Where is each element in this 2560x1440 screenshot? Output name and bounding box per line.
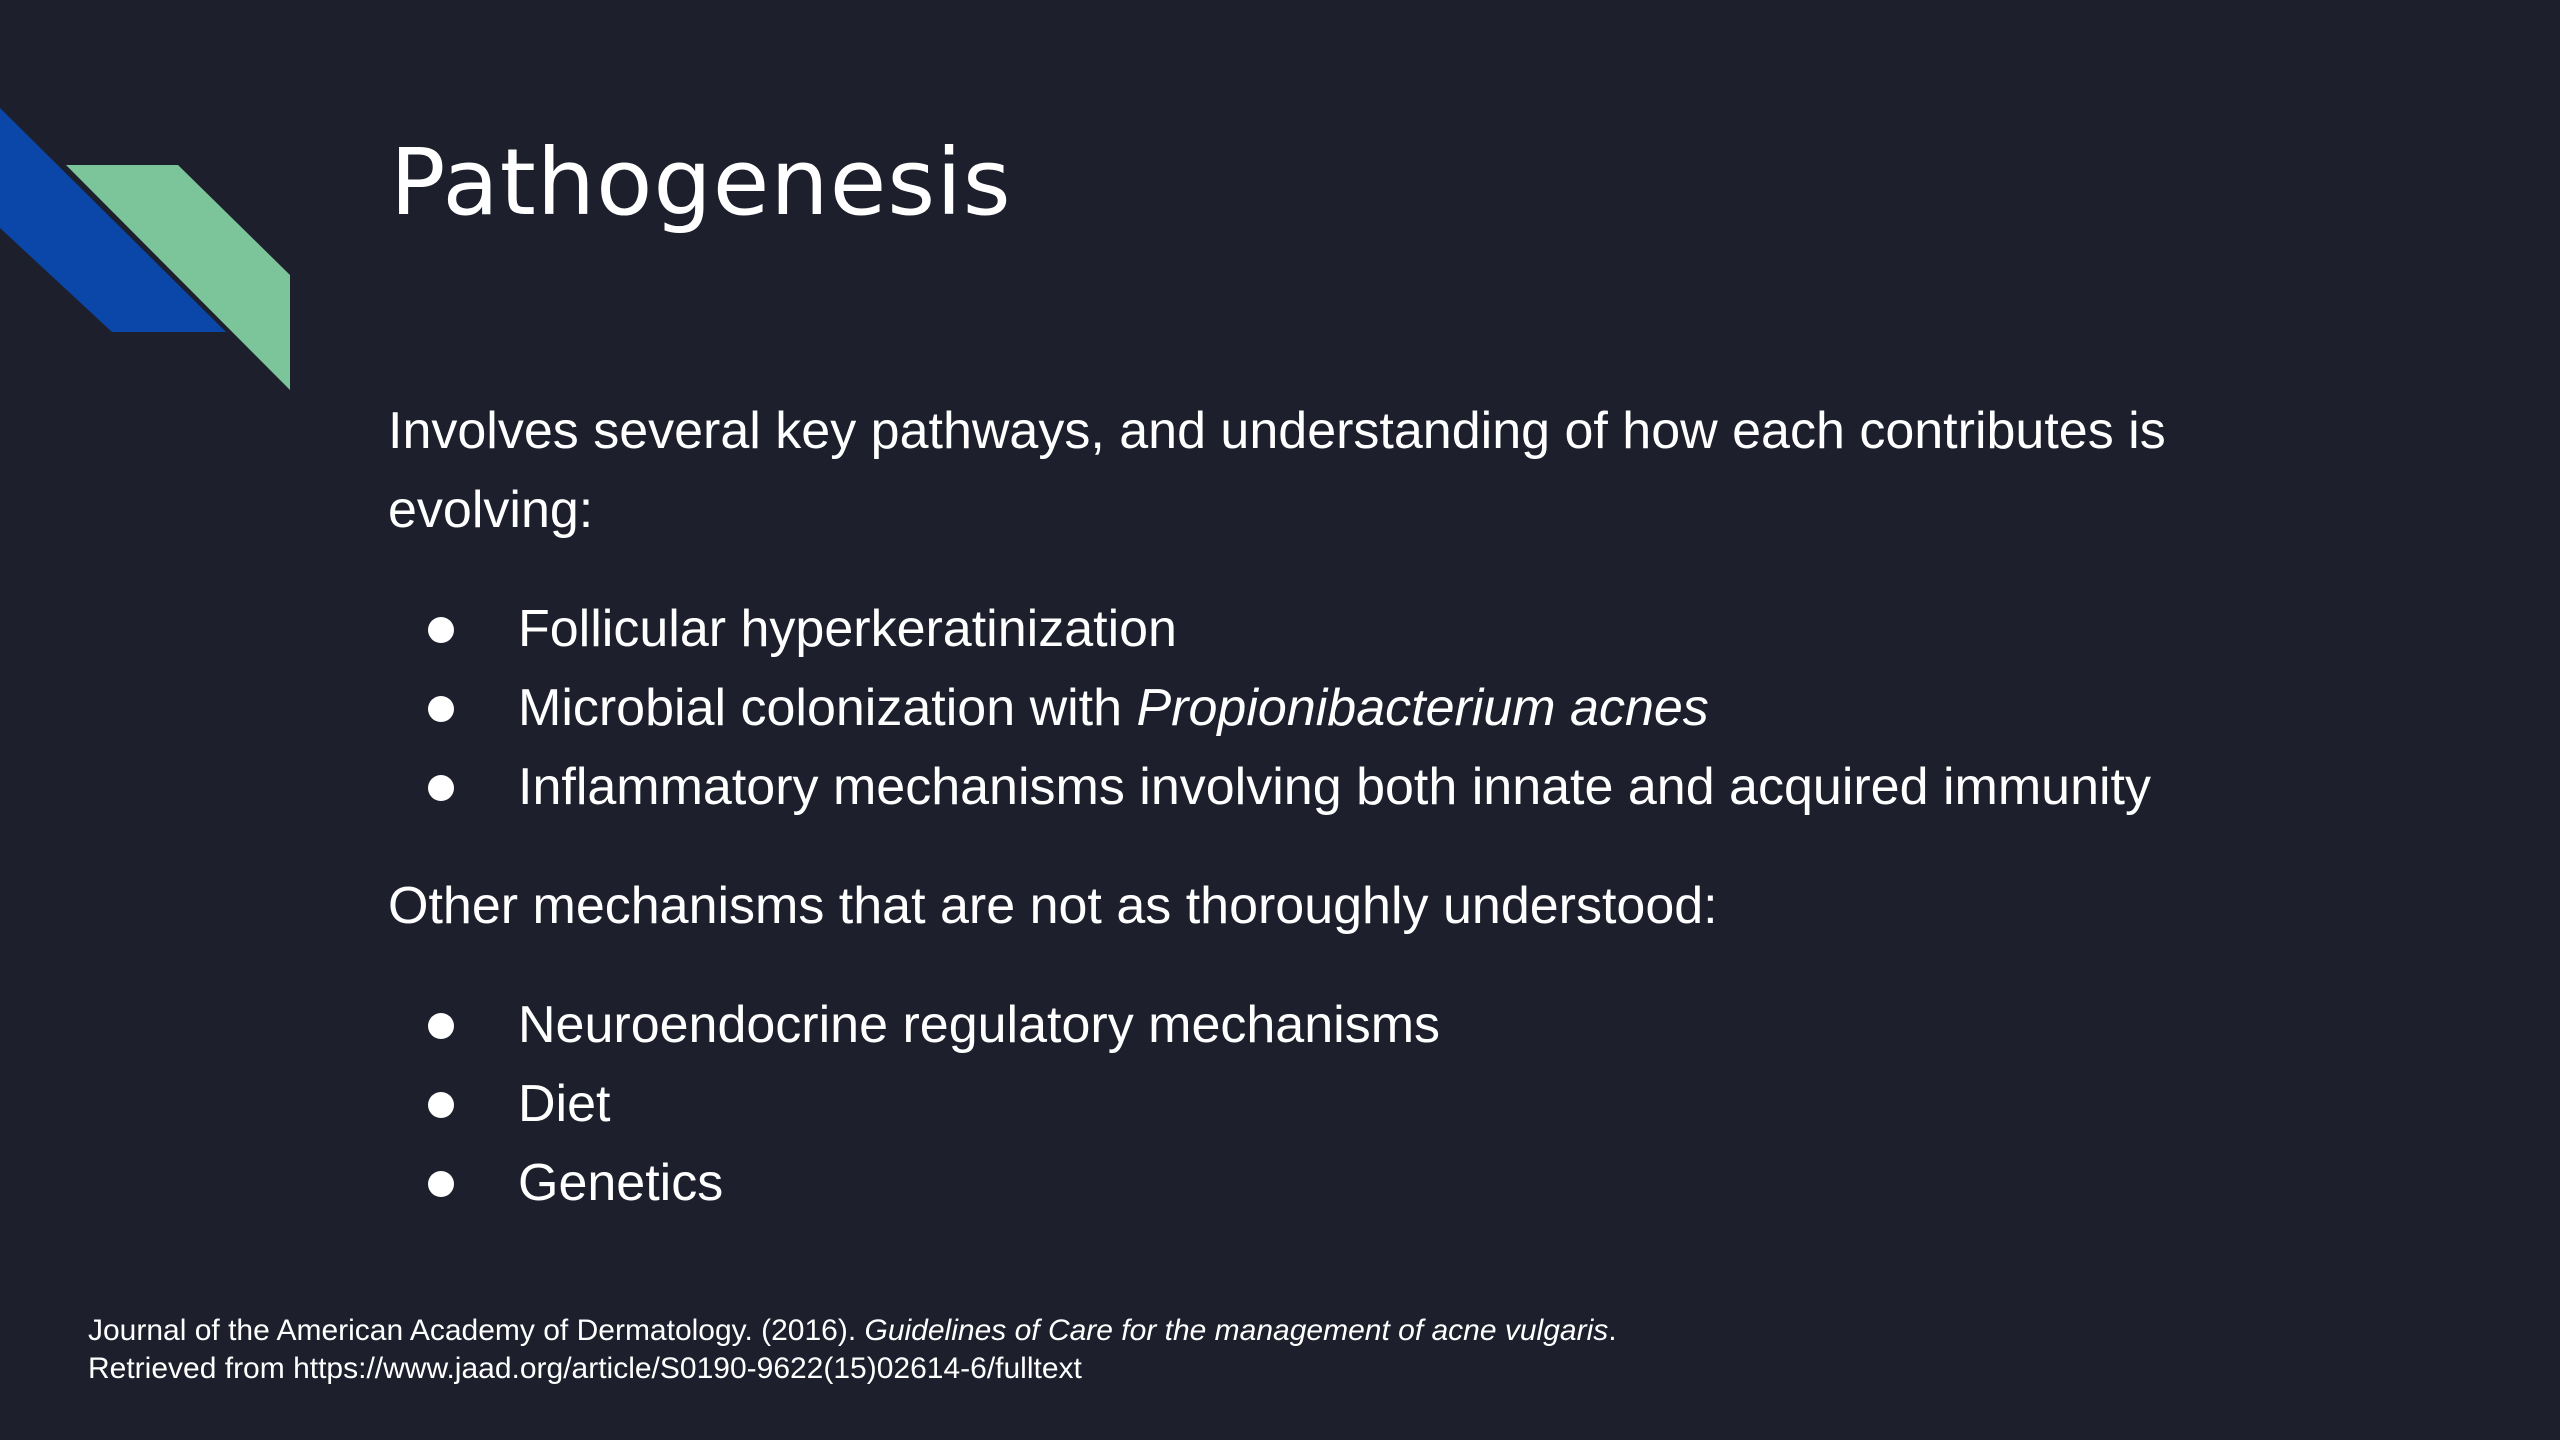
key-pathways-list <box>388 590 2388 827</box>
list-item <box>388 1065 2388 1144</box>
citation-retrieved-link: . Retrieved from https://www.jaad.org/article/S0190-9622(15)02614-6/fulltext <box>88 1314 1617 1385</box>
slide-body <box>388 392 2388 1263</box>
list-item <box>388 1144 2388 1223</box>
list-item <box>388 986 2388 1065</box>
citation-source: Journal of the American Academy of Dermatology. (2016). <box>88 1314 865 1347</box>
corner-decoration <box>0 0 300 400</box>
list-item-text: Microbial colonization with <box>518 679 1137 737</box>
list-item-text: Inflammatory mechanisms involving both innate and acquired immunity <box>518 758 2151 816</box>
bullet-icon <box>428 617 454 643</box>
bullet-icon <box>428 696 454 722</box>
list-item <box>388 590 2388 669</box>
list-item-text: Genetics <box>518 1154 724 1212</box>
bullet-icon <box>428 1171 454 1197</box>
list-item-text: Follicular hyperkeratinization <box>518 600 1177 658</box>
intro-paragraph: Involves several key pathways, and understanding of how each contributes is evolving: <box>388 402 2166 539</box>
citation-title: Guidelines of Care for the management of acne vulgaris <box>864 1314 1609 1347</box>
bullet-icon <box>428 1092 454 1118</box>
citation <box>88 1312 1688 1388</box>
other-mechanisms-list <box>388 986 2388 1223</box>
bullet-icon <box>428 1013 454 1039</box>
list-item <box>388 748 2388 827</box>
list-item-text: Neuroendocrine regulatory mechanisms <box>518 996 1441 1054</box>
list-item-text: Diet <box>518 1075 611 1133</box>
slide-title: Pathogenesis <box>390 129 1012 236</box>
list-item-italic-text: Propionibacterium acnes <box>1136 679 1709 737</box>
other-mechanisms-heading: Other mechanisms that are not as thoroughly understood: <box>388 877 1718 935</box>
bullet-icon <box>428 775 454 801</box>
list-item <box>388 669 2388 748</box>
